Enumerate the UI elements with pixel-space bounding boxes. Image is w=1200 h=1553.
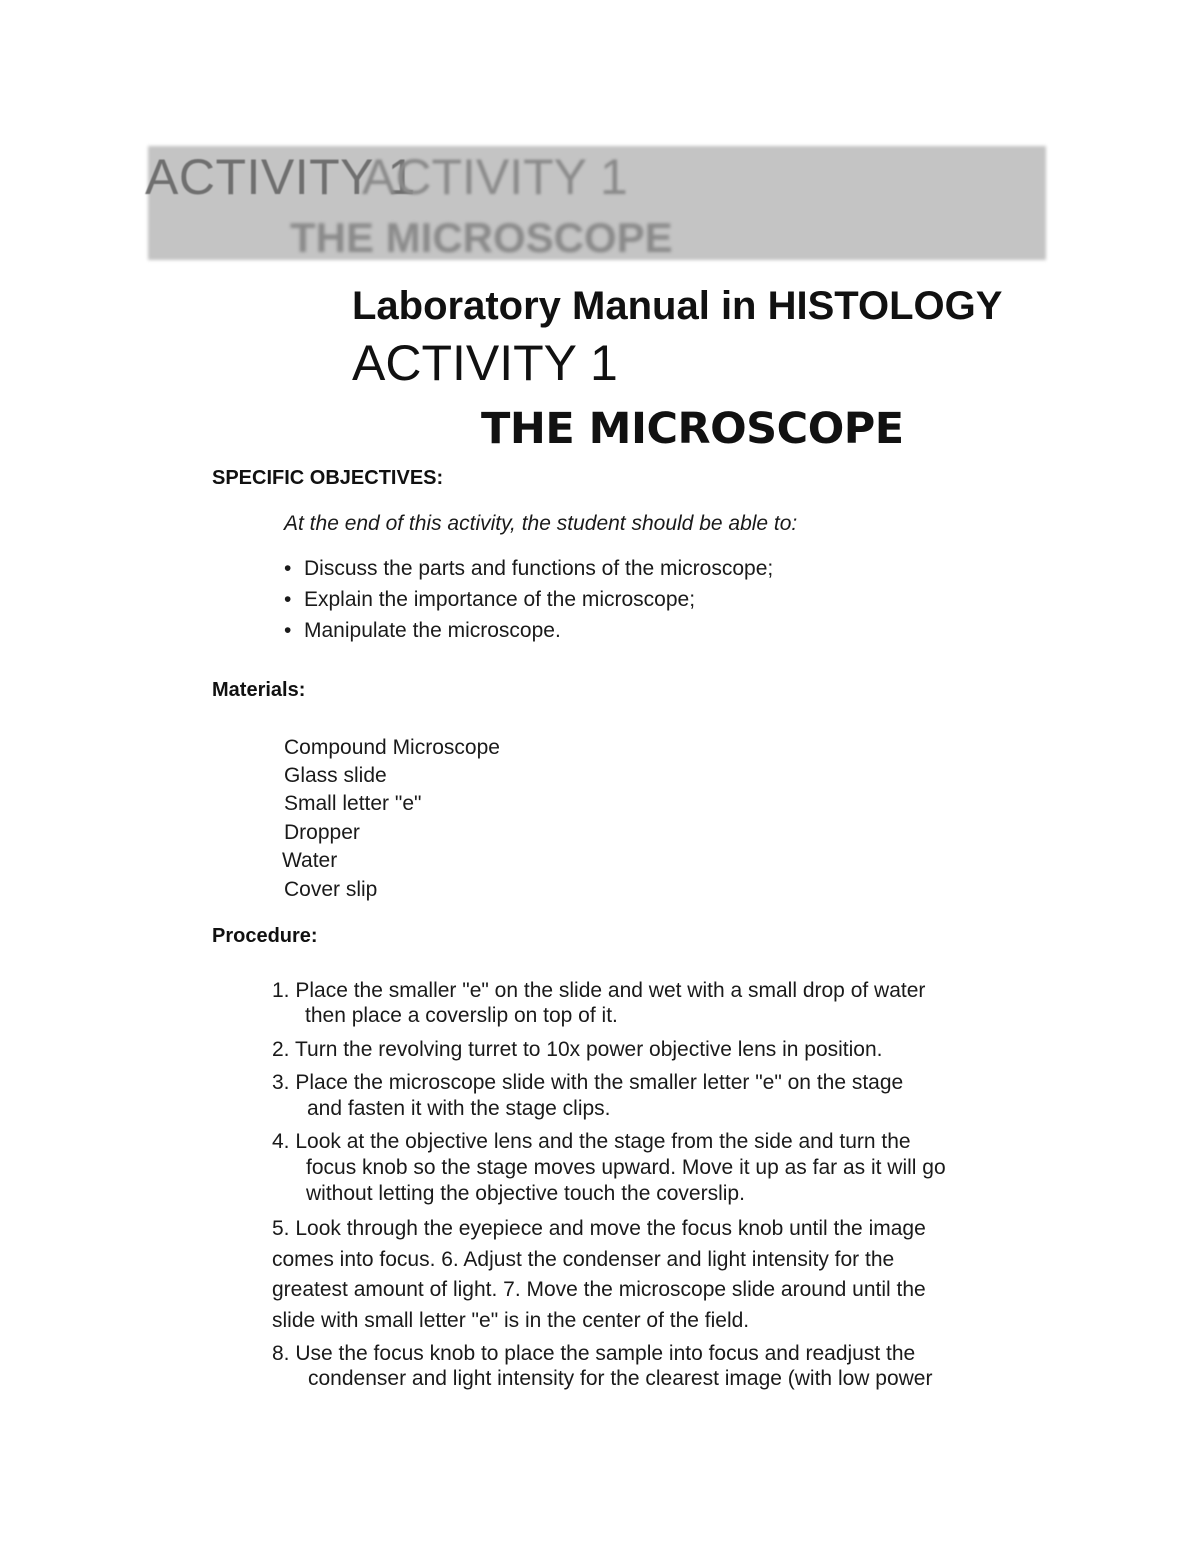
material-item: Water (282, 849, 338, 872)
bullet-icon: • (284, 619, 292, 642)
banner-subtitle: THE MICROSCOPE (290, 214, 673, 261)
objective-item (284, 588, 695, 612)
objective-text: Explain the importance of the microscope; (304, 588, 696, 611)
objectives-heading: SPECIFIC OBJECTIVES: (212, 467, 444, 489)
procedure-line: greatest amount of light. 7. Move the microscope slide around until the (272, 1278, 926, 1301)
bullet-icon: • (284, 588, 292, 611)
procedure-line: 4. Look at the objective lens and the stage from the side and turn the (272, 1130, 911, 1153)
objectives-intro: At the end of this activity, the student should be able to: (284, 512, 798, 535)
manual-title: Laboratory Manual in HISTOLOGY (352, 284, 1003, 328)
objective-item (284, 557, 773, 581)
procedure-line: 5. Look through the eyepiece and move the focus knob until the image (272, 1217, 926, 1240)
procedure-line: condenser and light intensity for the clearest image (with low power (308, 1367, 933, 1390)
activity-title: ACTIVITY 1 (352, 335, 618, 391)
procedure-heading: Procedure: (212, 925, 318, 947)
material-item: Dropper (284, 821, 360, 844)
page-title: THE MICROSCOPE (481, 404, 904, 454)
procedure-line: focus knob so the stage moves upward. Move it up as far as it will go (306, 1156, 946, 1179)
objective-item (284, 619, 561, 643)
objective-text: Manipulate the microscope. (304, 619, 561, 642)
materials-heading: Materials: (212, 679, 306, 701)
procedure-line: 3. Place the microscope slide with the smaller letter "e" on the stage (272, 1071, 904, 1094)
procedure-line: comes into focus. 6. Adjust the condenser and light intensity for the (272, 1248, 895, 1271)
material-item: Small letter "e" (284, 792, 422, 815)
procedure-line: and fasten it with the stage clips. (307, 1097, 611, 1120)
procedure-line: 1. Place the smaller "e" on the slide and wet with a small drop of water (272, 979, 926, 1002)
procedure-line: then place a coverslip on top of it. (305, 1004, 618, 1027)
procedure-line: slide with small letter "e" is in the center of the field. (272, 1309, 750, 1332)
objective-text: Discuss the parts and functions of the microscope; (304, 557, 774, 580)
material-item: Cover slip (284, 878, 378, 901)
material-item: Glass slide (284, 764, 387, 787)
bullet-icon: • (284, 557, 292, 580)
banner-title: ACTIVITY 1 (145, 149, 416, 205)
procedure-line: 2. Turn the revolving turret to 10x power objective lens in position. (272, 1038, 883, 1061)
material-item: Compound Microscope (284, 736, 500, 759)
procedure-line: 8. Use the focus knob to place the sample into focus and readjust the (272, 1342, 916, 1365)
banner-title-ghost: ACTIVITY 1 (362, 149, 628, 205)
procedure-line: without letting the objective touch the coverslip. (306, 1182, 745, 1205)
